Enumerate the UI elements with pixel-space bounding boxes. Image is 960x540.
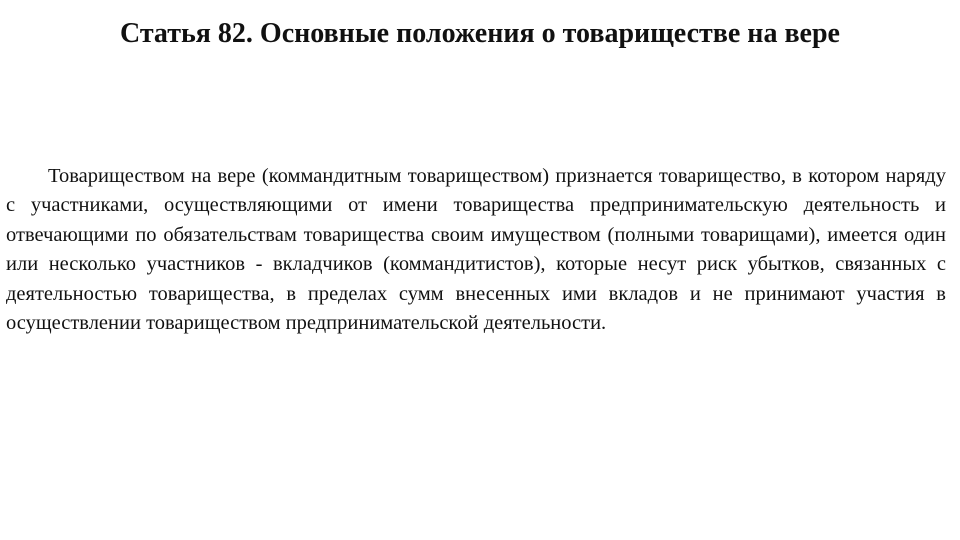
page-title: Статья 82. Основные положения о товариществе на вере [119,18,840,49]
article-paragraph: Товариществом на вере (коммандитным товариществом) признается товарищество, в котором наряду с участниками, осуществляющими от имени товарищества предпринимательскую деятельность и отвечающими по обязательствам товарищества своим имуществом (полными товарищами), имеется один или несколько участников - вкладчиков (коммандитистов), которые несут риск убытков, связанных с деятельностью товарищества, в пределах сумм внесенных ими вкладов и не принимают участия в осуществлении товариществом предпринимательской деятельности. [6,165,946,335]
